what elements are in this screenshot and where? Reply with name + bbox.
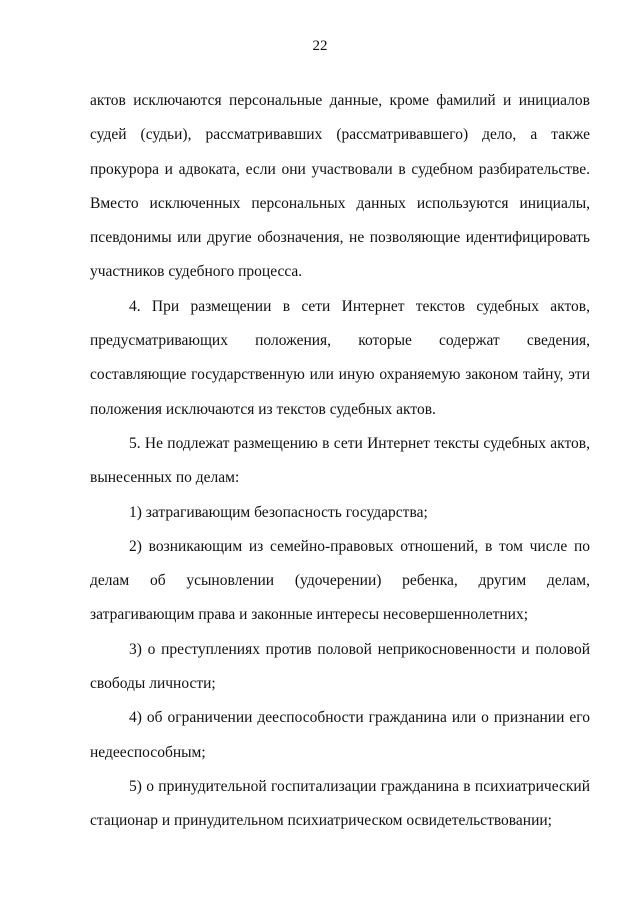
subitem-5: 5) о принудительной госпитализации гражданина в психиатрический стационар и принудительном психиатрическом освидетельствовании; <box>90 777 590 830</box>
document-body <box>90 84 590 839</box>
paragraph-item-5: 5. Не подлежат размещению в сети Интернет тексты судебных актов, вынесенных по делам: <box>90 434 590 487</box>
paragraph-item-4: 4. При размещении в сети Интернет текстов судебных актов, предусматривающих положения, которые содержат сведения, составляющие государственную или иную охраняемую законом тайну, эти положения исключаются из текстов судебных актов. <box>90 297 590 418</box>
subitem-3: 3) о преступлениях против половой неприкосновенности и половой свободы личности; <box>90 640 590 693</box>
subitem-2: 2) возникающим из семейно-правовых отношений, в том числе по делам об усыновлении (удочерении) ребенка, другим делам, затрагивающим права и законные интересы несовершеннолетних; <box>90 537 590 624</box>
page-number: 22 <box>312 38 328 54</box>
subitem-4: 4) об ограничении дееспособности гражданина или о признании его недееспособным; <box>90 709 590 761</box>
paragraph-continuation: актов исключаются персональные данные, кроме фамилий и инициалов судей (судьи), рассматривавших (рассматривавшего) дело, а также прокурора и адвоката, если они участвовали в судебном разбирательстве. Вместо исключенных персональных данных используются инициалы, псевдонимы или другие обозначения, не позволяющие идентифицировать участников судебного процесса. <box>90 92 590 281</box>
subitem-1: 1) затрагивающим безопасность государства; <box>129 503 428 521</box>
